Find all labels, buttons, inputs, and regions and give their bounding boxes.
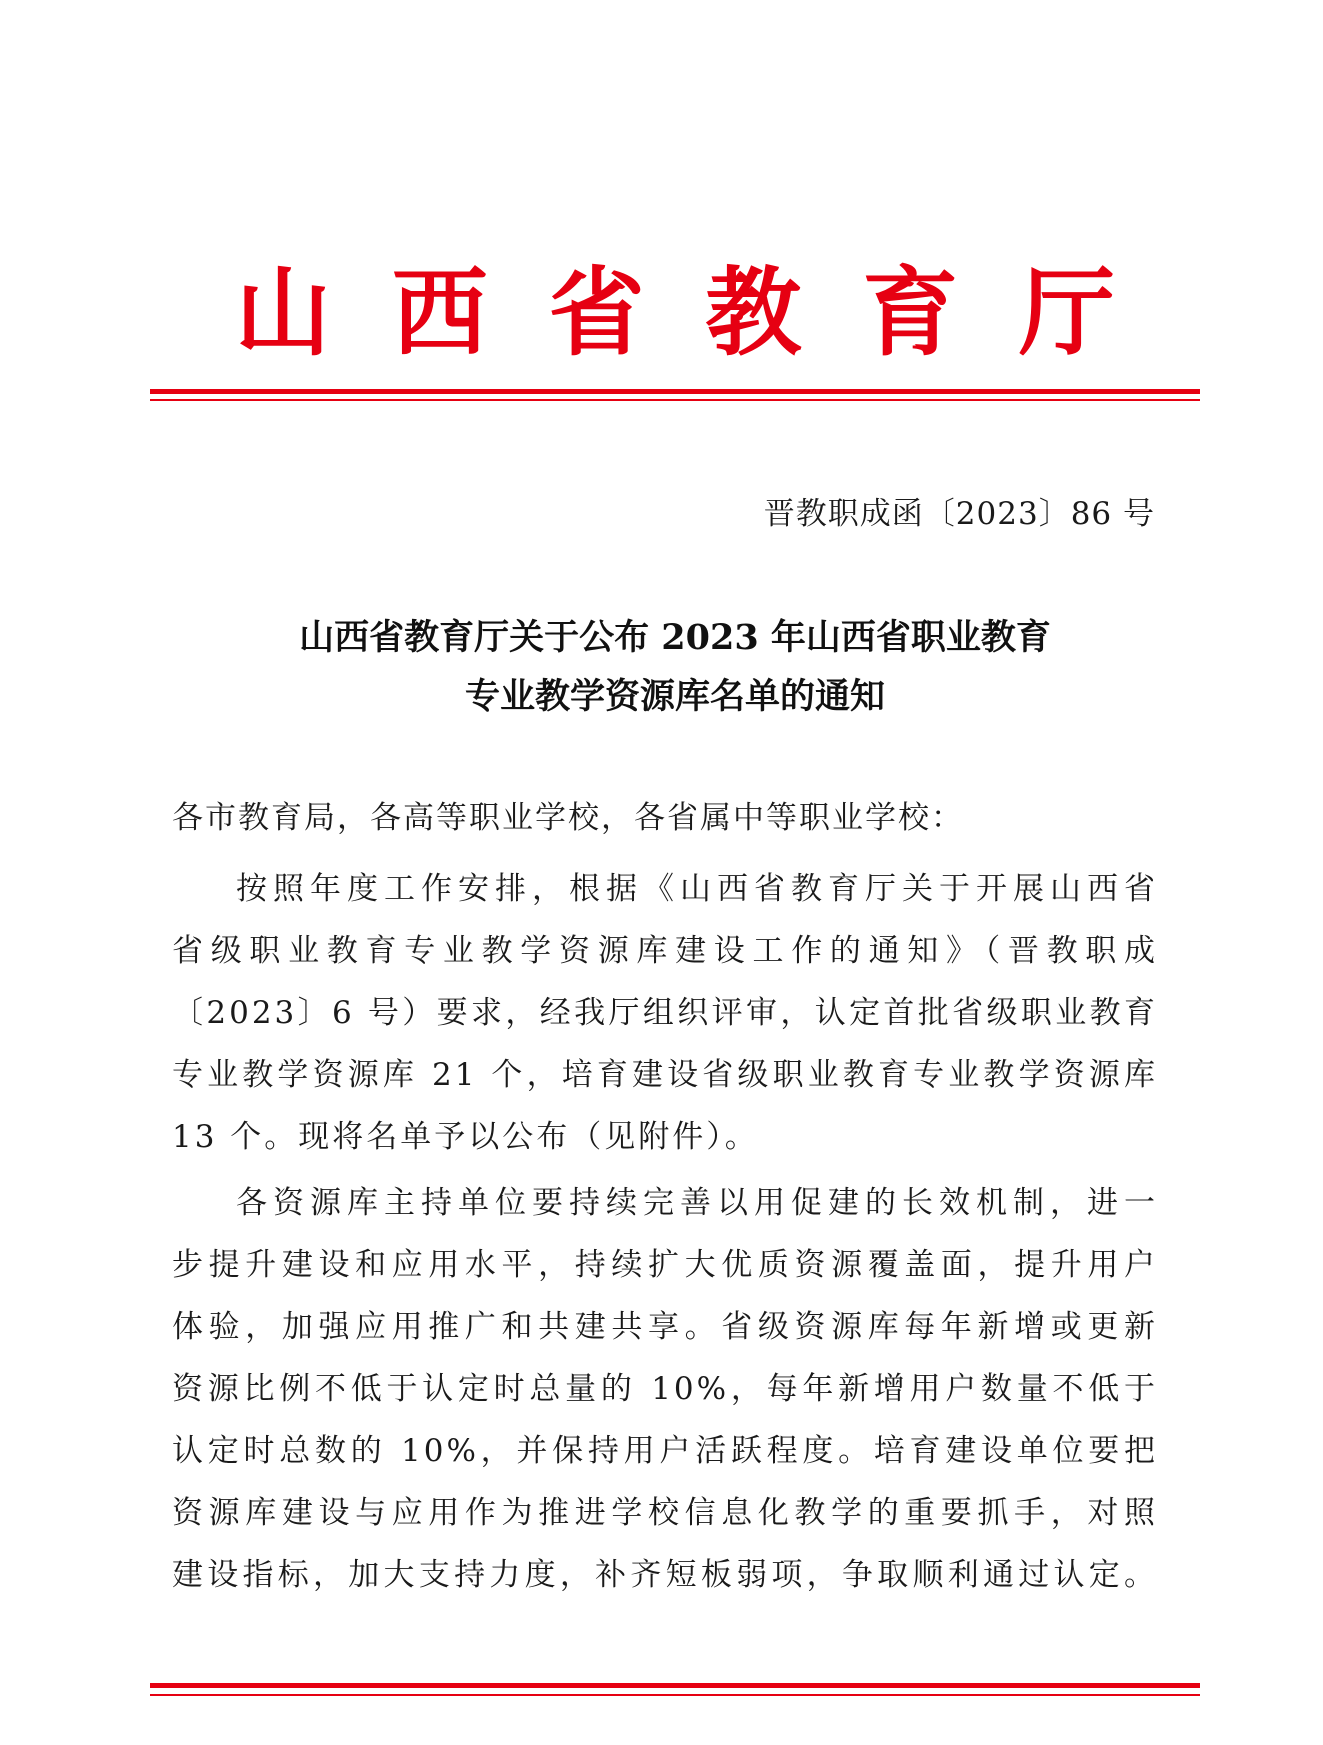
letterhead-char: 省 — [548, 256, 645, 369]
letterhead-char: 山 — [235, 256, 331, 369]
letterhead-char: 厅 — [1018, 256, 1115, 369]
paragraph-line: 省级职业教育专业教学资源库建设工作的通知》（晋教职成 — [172, 933, 1158, 969]
letterhead-char: 西 — [391, 256, 488, 369]
paragraph-line: 步提升建设和应用水平，持续扩大优质资源覆盖面，提升用户 — [172, 1247, 1158, 1283]
paragraph-line: 按照年度工作安排，根据《山西省教育厅关于开展山西省 — [236, 871, 1158, 907]
document-number: 晋教职成函〔2023〕86 号 — [763, 496, 1155, 532]
letterhead-title — [235, 258, 1115, 368]
paragraph-line: 资源比例不低于认定时总量的 10%，每年新增用户数量不低于 — [172, 1371, 1158, 1407]
paragraph-line: 13 个。现将名单予以公布（见附件）。 — [172, 1119, 759, 1155]
paragraph-line: 认定时总数的 10%，并保持用户活跃程度。培育建设单位要把 — [172, 1433, 1158, 1469]
document-title-line-1: 山西省教育厅关于公布 2023 年山西省职业教育 — [299, 617, 1051, 658]
paragraph-line: 资源库建设与应用作为推进学校信息化教学的重要抓手，对照 — [172, 1495, 1158, 1531]
top-red-rule-thin — [150, 399, 1200, 401]
letterhead-char: 教 — [705, 256, 802, 369]
document-title-line-2: 专业教学资源库名单的通知 — [464, 676, 885, 717]
top-red-rule-thick — [150, 389, 1200, 394]
paragraph-line: 建设指标，加大支持力度，补齐短板弱项，争取顺利通过认定。 — [172, 1557, 1158, 1593]
body-paragraph-1 — [172, 858, 1158, 1168]
addressee: 各市教育局，各高等职业学校，各省属中等职业学校： — [172, 800, 964, 836]
paragraph-line: 〔2023〕6 号）要求，经我厅组织评审，认定首批省级职业教育 — [172, 995, 1158, 1031]
paragraph-line: 各资源库主持单位要持续完善以用促建的长效机制，进一 — [236, 1185, 1158, 1221]
bottom-red-rule-thin — [150, 1694, 1200, 1696]
body-paragraph-2 — [172, 1172, 1158, 1606]
letterhead-char: 育 — [862, 256, 959, 369]
paragraph-line: 体验，加强应用推广和共建共享。省级资源库每年新增或更新 — [172, 1309, 1158, 1345]
paragraph-line: 专业教学资源库 21 个，培育建设省级职业教育专业教学资源库 — [172, 1057, 1158, 1093]
bottom-red-rule-thick — [150, 1683, 1200, 1688]
